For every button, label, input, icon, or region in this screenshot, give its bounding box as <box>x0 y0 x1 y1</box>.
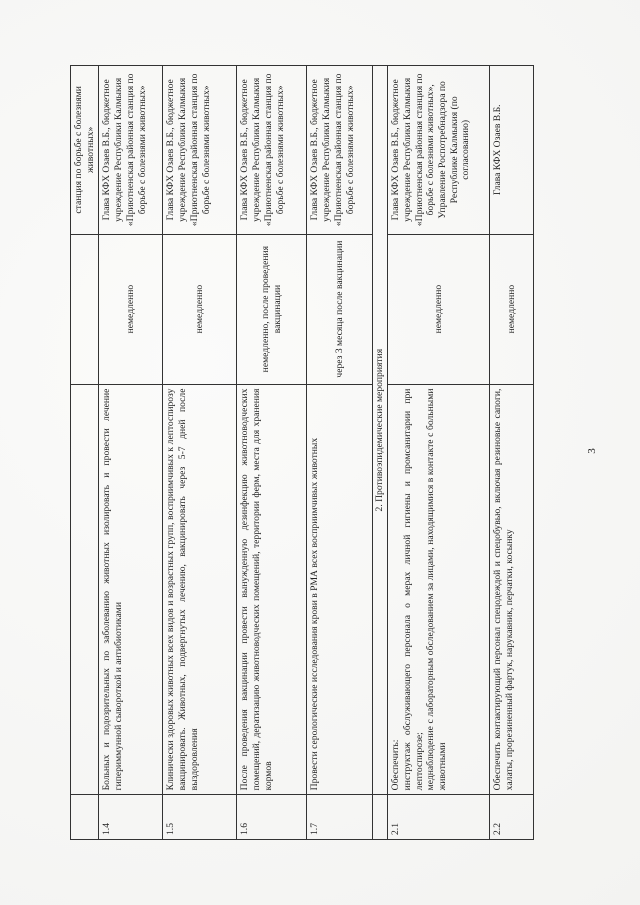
page-number: 3 <box>585 448 598 454</box>
term-cell: немедленно <box>99 234 163 384</box>
measure-text: Провести серологические исследования крови в РМА всех восприимчивых животных <box>307 384 373 795</box>
section-header-row <box>373 66 388 840</box>
measures-table <box>70 65 534 840</box>
row-number: 1.6 <box>237 795 307 840</box>
rotated-table-container <box>70 65 530 840</box>
term-cell: немедленно, после проведения вакцинации <box>237 234 307 384</box>
row-number: 1.4 <box>99 795 163 840</box>
row-number: 1.7 <box>307 795 373 840</box>
row-number <box>71 795 99 840</box>
term-cell: через 3 месяца после вакцинации <box>307 234 373 384</box>
row-number: 2.1 <box>388 795 490 840</box>
term-cell <box>71 234 99 384</box>
table-row <box>163 66 237 840</box>
responsible-cell: Глава КФХ Озаев В.Б., бюджетное учреждение Республики Калмыкия «Приютненская районная станция по борьбе с болезнями животных» <box>237 66 307 235</box>
measure-line: Обеспечить: <box>390 739 402 791</box>
row-number: 2.2 <box>490 795 534 840</box>
table-row <box>307 66 373 840</box>
table-row <box>71 66 99 840</box>
responsible-cell: Глава КФХ Озаев В.Б., бюджетное учреждение Республики Калмыкия «Приютненская районная станция по борьбе с болезнями животных» <box>99 66 163 235</box>
table-row <box>237 66 307 840</box>
measure-text: Клинически здоровых животных всех видов и возрастных групп, восприимчивых к лептоспирозу вакцинировать. Животных, подвергнутых лечению, вакцинировать через 5-7 дней после выздоровления <box>163 384 237 795</box>
responsible-cell: станция по борьбе с болезнями животных» <box>71 66 99 235</box>
term-cell: немедленно <box>490 234 534 384</box>
term-cell: немедленно <box>388 234 490 384</box>
table-row <box>99 66 163 840</box>
term-cell: немедленно <box>163 234 237 384</box>
responsible-cell: Глава КФХ Озаев В.Б. <box>490 66 534 235</box>
measure-text <box>388 384 490 795</box>
measure-text <box>71 384 99 795</box>
responsible-cell: Глава КФХ Озаев В.Б., бюджетное учреждение Республики Калмыкия «Приютненская районная станция по борьбе с болезнями животных» <box>163 66 237 235</box>
responsible-cell: Глава КФХ Озаев В.Б., бюджетное учреждение Республики Калмыкия «Приютненская районная станция по борьбе с болезнями животных», Управление Роспотребнадзора по Республике Калмыкия (по согласованию) <box>388 66 490 235</box>
section-title: 2. Противоэпидемические мероприятия <box>373 66 388 795</box>
measure-text <box>490 384 534 795</box>
row-number: 1.5 <box>163 795 237 840</box>
table-row <box>388 66 490 840</box>
measure-line: меднаблюдение с лабораторным обследованием за лицами, находящимися в контакте с больными животными <box>425 388 448 791</box>
measure-text: После проведения вакцинации провести вынужденную дезинфекцию животноводческих помещений, дератизацию животноводческих помещений, территории ферм, места для хранения кормов <box>237 384 307 795</box>
responsible-cell: Глава КФХ Озаев В.Б., бюджетное учреждение Республики Калмыкия «Приютненская районная станция по борьбе с болезнями животных» <box>307 66 373 235</box>
measure-text: Больных и подозрительных по заболеванию животных изолировать и провести лечение гипериммунной сывороткой и антибиотиками <box>99 384 163 795</box>
measure-line: инструктаж обслуживающего персонала о мерах личной гигиены и промсанитарии при лептоспирозе; <box>401 388 425 791</box>
table-row <box>490 66 534 840</box>
measure-line: Обеспечить контактирующий персонал спецодеждой и спецобувью, включая резиновые сапоги, халаты, прорезиненный фартук, нарукавник, перчатки, косынку <box>492 388 515 791</box>
